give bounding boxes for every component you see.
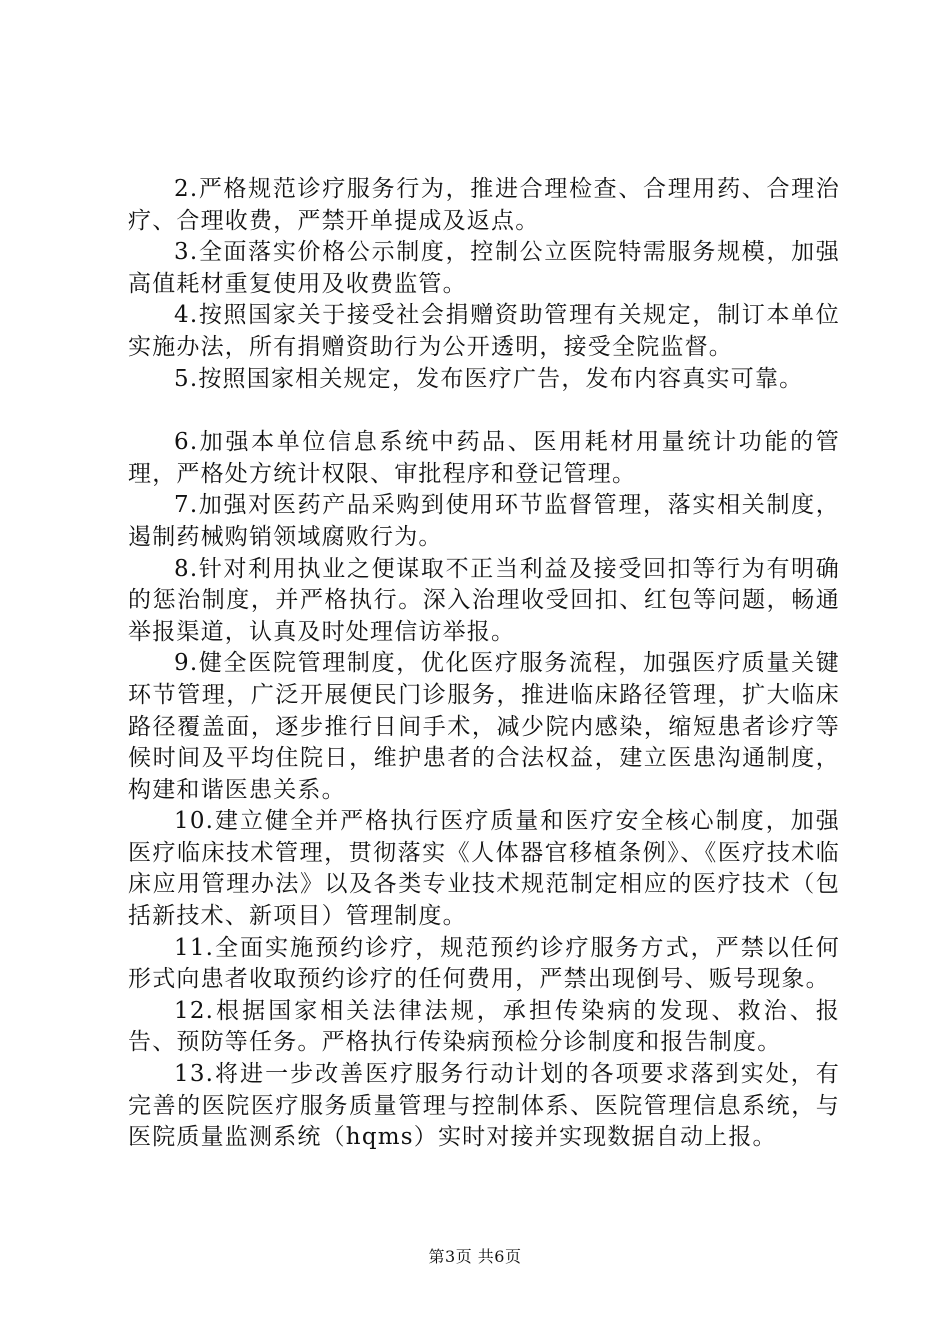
paragraph-item-3: 3.全面落实价格公示制度，控制公立医院特需服务规模，加强高值耗材重复使用及收费监管。 — [128, 239, 840, 297]
paragraph-item-6: 6.加强本单位信息系统中药品、医用耗材用量统计功能的管理，严格处方统计权限、审批程序和登记管理。 — [128, 429, 840, 487]
page-number-label: 第3页 共6页 — [428, 1247, 522, 1266]
paragraph-item-8: 8.针对利用执业之便谋取不正当利益及接受回扣等行为有明确的惩治制度，并严格执行。深入治理收受回扣、红包等问题，畅通举报渠道，认真及时处理信访举报。 — [128, 555, 840, 645]
paragraph-item-2: 2.严格规范诊疗服务行为，推进合理检查、合理用药、合理治疗、合理收费，严禁开单提成及返点。 — [128, 176, 840, 234]
page-footer — [0, 1244, 950, 1267]
document-body — [128, 174, 840, 1154]
paragraph-item-11: 11.全面实施预约诊疗，规范预约诊疗服务方式，严禁以任何形式向患者收取预约诊疗的任何费用，严禁出现倒号、贩号现象。 — [128, 934, 840, 993]
paragraph-item-12: 12.根据国家相关法律法规，承担传染病的发现、救治、报告、预防等任务。严格执行传染病预检分诊制度和报告制度。 — [128, 997, 840, 1056]
paragraph-item-5: 5.按照国家相关规定，发布医疗广告，发布内容真实可靠。 — [174, 365, 804, 392]
paragraph-item-10: 10.建立健全并严格执行医疗质量和医疗安全核心制度，加强医疗临床技术管理，贯彻落实《人体器官移植条例》、《医疗技术临床应用管理办法》以及各类专业技术规范制定相应的医疗技术（包括新技术、新项目）管理制度。 — [128, 808, 840, 930]
paragraph-item-4: 4.按照国家关于接受社会捐赠资助管理有关规定，制订本单位实施办法，所有捐赠资助行为公开透明，接受全院监督。 — [128, 302, 840, 360]
paragraph-item-7: 7.加强对医药产品采购到使用环节监督管理，落实相关制度，遏制药械购销领域腐败行为。 — [128, 492, 840, 550]
paragraph-item-13: 13.将进一步改善医疗服务行动计划的各项要求落到实处，有完善的医院医疗服务质量管理与控制体系、医院管理信息系统，与医院质量监测系统（hqms）实时对接并实现数据自动上报。 — [128, 1061, 840, 1151]
paragraph-item-9: 9.健全医院管理制度，优化医疗服务流程，加强医疗质量关键环节管理，广泛开展便民门诊服务，推进临床路径管理，扩大临床路径覆盖面，逐步推行日间手术，减少院内感染，缩短患者诊疗等候时间及平均住院日，维护患者的合法权益，建立医患沟通制度，构建和谐医患关系。 — [128, 650, 840, 803]
